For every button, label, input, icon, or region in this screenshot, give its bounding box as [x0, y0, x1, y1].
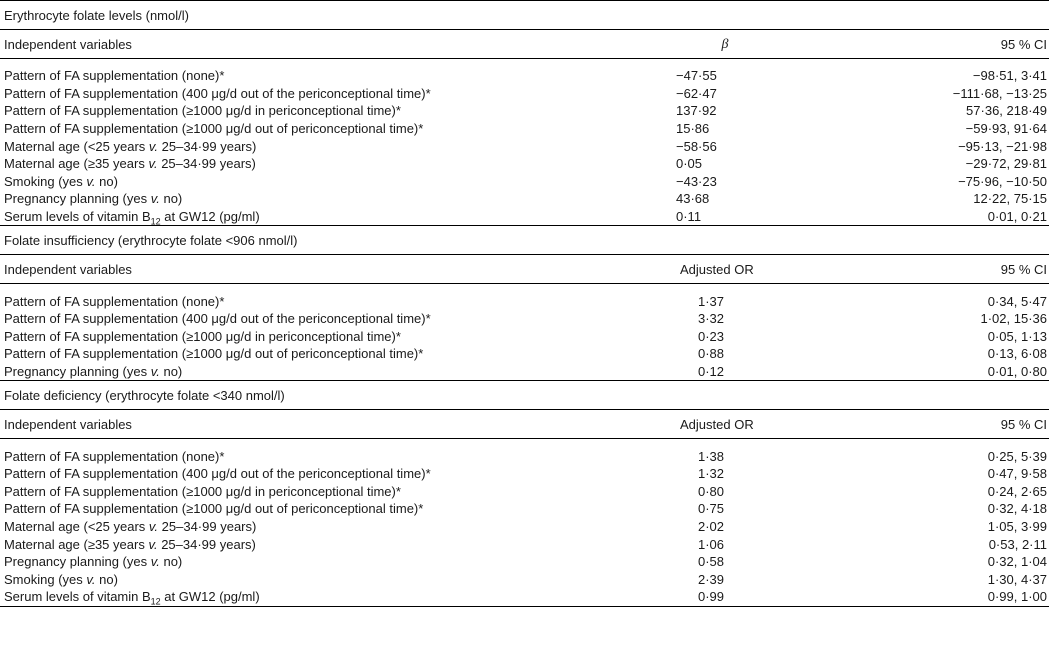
row-variable-label: Pattern of FA supplementation (≥1000 μg/d in periconceptional time)*	[4, 483, 401, 499]
table-row	[0, 345, 1049, 363]
label-text: Maternal age (<25 years	[4, 518, 149, 534]
section-rows	[0, 292, 1049, 380]
section-title: Folate deficiency (erythrocyte folate <340 nmol/l)	[4, 387, 285, 403]
table-row	[0, 500, 1049, 518]
label-italic: v.	[148, 536, 158, 552]
label-text: no)	[159, 191, 183, 207]
column-header-adjusted-or: Adjusted OR	[680, 261, 754, 277]
table-row	[0, 465, 1049, 483]
table-row	[0, 102, 1049, 120]
row-estimate: 2·39	[698, 571, 725, 587]
row-estimate: 3·32	[698, 311, 725, 327]
row-confidence-interval: −29·72, 29·81	[965, 156, 1047, 172]
column-header-row	[0, 410, 1049, 438]
row-variable-label	[0, 138, 640, 155]
row-variable-label	[0, 536, 640, 553]
label-subscript: 12	[150, 596, 161, 607]
row-estimate: 2·02	[698, 518, 725, 534]
label-text: 25–34·99 years)	[158, 518, 257, 534]
table-row	[0, 190, 1049, 208]
label-subscript: 12	[150, 216, 161, 227]
row-variable-label	[0, 208, 640, 225]
row-variable-label	[0, 155, 640, 172]
label-text: no)	[159, 554, 183, 570]
row-confidence-interval: 0·01, 0·80	[987, 364, 1047, 380]
label-text: Pregnancy planning (yes	[4, 191, 151, 207]
column-header-beta: β	[721, 36, 729, 52]
column-header-ci: 95 % CI	[1000, 36, 1047, 52]
table-row	[0, 553, 1049, 571]
table-row	[0, 328, 1049, 346]
column-header-variables: Independent variables	[4, 261, 132, 277]
row-variable-label: Pattern of FA supplementation (none)*	[4, 448, 225, 464]
table-row	[0, 483, 1049, 501]
row-variable-label: Pattern of FA supplementation (≥1000 μg/d out of periconceptional time)*	[4, 501, 424, 517]
row-estimate: 0·23	[698, 328, 725, 344]
row-variable-label: Pattern of FA supplementation (≥1000 μg/d out of periconceptional time)*	[4, 121, 424, 137]
row-confidence-interval: 0·53, 2·11	[988, 536, 1047, 552]
label-text: Serum levels of vitamin B	[4, 209, 151, 225]
row-confidence-interval: 1·05, 3·99	[987, 518, 1047, 534]
section-title: Folate insufficiency (erythrocyte folate <906 nmol/l)	[4, 232, 298, 248]
label-text: at GW12 (pg/ml)	[160, 209, 260, 225]
row-estimate: 0·12	[698, 364, 725, 380]
row-variable-label	[0, 190, 640, 207]
column-header-ci: 95 % CI	[1000, 416, 1047, 432]
table-row	[0, 535, 1049, 553]
row-variable-label: Pattern of FA supplementation (400 μg/d out of the periconceptional time)*	[4, 85, 431, 101]
row-estimate: 0·05	[676, 156, 703, 172]
row-variable-label: Pattern of FA supplementation (≥1000 μg/d in periconceptional time)*	[4, 103, 401, 119]
row-confidence-interval: −95·13, −21·98	[958, 138, 1047, 154]
table-row	[0, 518, 1049, 536]
label-italic: v.	[150, 191, 160, 207]
row-variable-label	[0, 553, 640, 570]
row-variable-label: Pattern of FA supplementation (400 μg/d out of the periconceptional time)*	[4, 311, 431, 327]
row-confidence-interval: 0·25, 5·39	[987, 448, 1047, 464]
label-text: no)	[95, 571, 118, 587]
label-text: 25–34·99 years)	[158, 138, 257, 154]
column-header-row	[0, 255, 1049, 283]
row-confidence-interval: 12·22, 75·15	[973, 191, 1047, 207]
label-text: no)	[95, 173, 118, 189]
row-estimate: −43·23	[676, 173, 717, 189]
row-estimate: 1·06	[698, 536, 725, 552]
row-estimate: −62·47	[676, 85, 717, 101]
label-text: Smoking (yes	[4, 173, 87, 189]
label-italic: v.	[86, 571, 96, 587]
row-confidence-interval: 57·36, 218·49	[966, 103, 1047, 119]
label-italic: v.	[148, 518, 159, 534]
row-estimate: 137·92	[676, 103, 717, 119]
table-row	[0, 310, 1049, 328]
row-variable-label	[0, 518, 640, 535]
row-confidence-interval: 0·34, 5·47	[987, 293, 1047, 309]
row-confidence-interval: −59·93, 91·64	[965, 121, 1047, 137]
row-variable-label: Pattern of FA supplementation (none)*	[4, 293, 225, 309]
row-confidence-interval: 0·13, 6·08	[987, 346, 1047, 362]
row-confidence-interval: −75·96, −10·50	[958, 173, 1047, 189]
row-estimate: 0·88	[698, 346, 725, 362]
table-row	[0, 173, 1049, 191]
label-italic: v.	[86, 173, 96, 189]
table-row	[0, 363, 1049, 381]
column-header-ci: 95 % CI	[1000, 261, 1047, 277]
section-rows	[0, 447, 1049, 605]
table-row	[0, 588, 1049, 606]
label-text: 25–34·99 years)	[157, 536, 256, 552]
label-text: Maternal age (≥35 years	[4, 536, 149, 552]
row-confidence-interval: 0·01, 0·21	[987, 209, 1047, 225]
row-confidence-interval: 0·24, 2·65	[987, 483, 1047, 499]
row-confidence-interval: 0·99, 1·00	[987, 589, 1047, 605]
label-italic: v.	[150, 554, 160, 570]
table-row	[0, 570, 1049, 588]
row-estimate: −47·55	[676, 68, 717, 84]
row-confidence-interval: −111·68, −13·25	[952, 85, 1047, 101]
label-text: Pregnancy planning (yes	[4, 364, 151, 380]
label-text: Smoking (yes	[4, 571, 87, 587]
label-text: Maternal age (≥35 years	[4, 156, 149, 172]
table-row	[0, 292, 1049, 310]
table-row	[0, 120, 1049, 138]
column-header-variables: Independent variables	[4, 36, 132, 52]
row-variable-label: Pattern of FA supplementation (≥1000 μg/d in periconceptional time)*	[4, 328, 401, 344]
row-estimate: 43·68	[676, 191, 710, 207]
label-text: Pregnancy planning (yes	[4, 554, 151, 570]
row-estimate: 0·75	[698, 501, 725, 517]
label-text: Serum levels of vitamin B	[4, 589, 151, 605]
row-estimate: 15·86	[676, 121, 710, 137]
row-variable-label	[0, 571, 640, 588]
row-confidence-interval: 1·02, 15·36	[980, 311, 1047, 327]
row-estimate: 1·32	[698, 466, 725, 482]
column-header-row	[0, 30, 1049, 58]
table-row	[0, 208, 1049, 226]
row-variable-label: Pattern of FA supplementation (400 μg/d out of the periconceptional time)*	[4, 466, 431, 482]
table-row	[0, 447, 1049, 465]
row-variable-label: Pattern of FA supplementation (none)*	[4, 68, 225, 84]
row-confidence-interval: 0·05, 1·13	[987, 328, 1047, 344]
row-estimate: 1·38	[698, 448, 725, 464]
table-row	[0, 155, 1049, 173]
row-estimate: −58·56	[676, 138, 717, 154]
section-rows	[0, 67, 1049, 225]
row-estimate: 0·99	[698, 589, 725, 605]
row-estimate: 0·11	[676, 209, 702, 225]
row-estimate: 1·37	[698, 293, 725, 309]
row-estimate: 0·58	[698, 554, 725, 570]
row-variable-label	[0, 588, 640, 605]
row-confidence-interval: 0·32, 4·18	[987, 501, 1047, 517]
section-title: Erythrocyte folate levels (nmol/l)	[4, 7, 189, 23]
label-italic: v.	[150, 364, 160, 380]
row-confidence-interval: 0·32, 1·04	[987, 554, 1047, 570]
row-confidence-interval: −98·51, 3·41	[972, 68, 1047, 84]
table-row	[0, 85, 1049, 103]
label-text: no)	[159, 364, 183, 380]
column-header-adjusted-or: Adjusted OR	[680, 416, 754, 432]
row-variable-label: Pattern of FA supplementation (≥1000 μg/d out of periconceptional time)*	[4, 346, 424, 362]
row-confidence-interval: 1·30, 4·37	[987, 571, 1047, 587]
label-italic: v.	[148, 156, 158, 172]
label-text: Maternal age (<25 years	[4, 138, 149, 154]
row-variable-label	[0, 173, 640, 190]
column-header-variables: Independent variables	[4, 416, 132, 432]
label-text: 25–34·99 years)	[157, 156, 256, 172]
row-variable-label	[0, 363, 640, 380]
row-confidence-interval: 0·47, 9·58	[987, 466, 1047, 482]
table-row	[0, 67, 1049, 85]
label-text: at GW12 (pg/ml)	[160, 589, 260, 605]
label-italic: v.	[148, 138, 159, 154]
row-estimate: 0·80	[698, 483, 725, 499]
table-row	[0, 137, 1049, 155]
